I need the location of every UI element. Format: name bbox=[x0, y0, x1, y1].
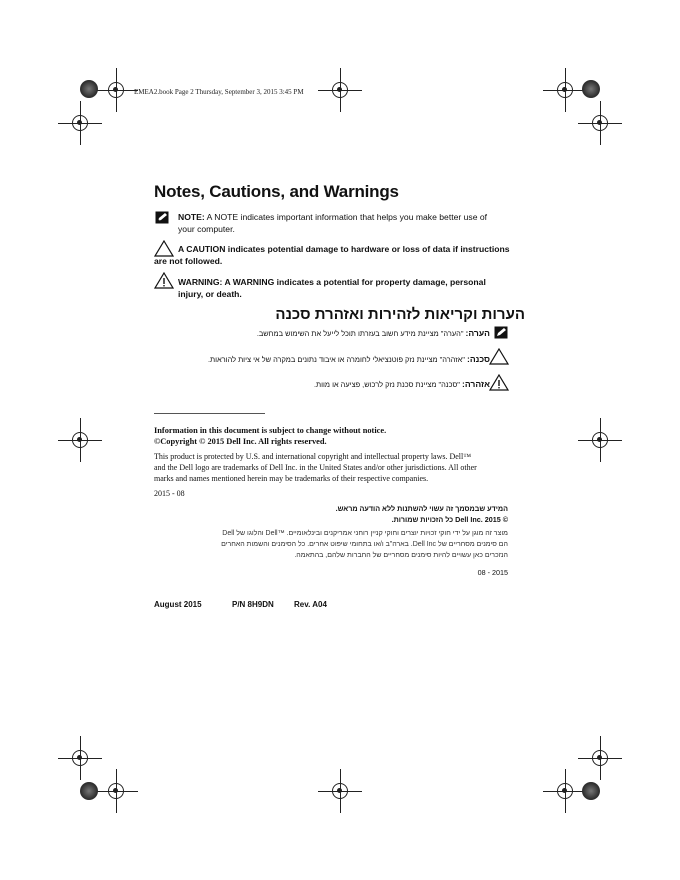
registration-disc bbox=[582, 782, 600, 800]
info-paragraph-2: and the Dell logo are trademarks of Dell Inc. in the United States and/or other jurisdictions. All other bbox=[154, 463, 477, 472]
hebrew-caution bbox=[208, 354, 490, 364]
hebrew-note-text: "הערה" מציינת מידע חשוב בעזרתו תוכל לייעל את השימוש במחשב. bbox=[256, 329, 466, 338]
hebrew-warning-label: אזהרה: bbox=[461, 379, 490, 389]
warning-triangle-icon bbox=[154, 272, 174, 289]
page-title: Notes, Cautions, and Warnings bbox=[154, 182, 399, 201]
registration-disc bbox=[582, 80, 600, 98]
info-he-line-2: © Dell Inc. 2015 כל הזכויות שמורות. bbox=[391, 515, 508, 524]
hebrew-note-label: הערה: bbox=[465, 328, 490, 338]
hebrew-note bbox=[257, 328, 490, 338]
hebrew-warning bbox=[314, 379, 490, 389]
note-text bbox=[178, 211, 518, 235]
caution-line-1: A CAUTION indicates potential damage to hardware or loss of data if instructions bbox=[178, 244, 510, 254]
hebrew-caution-label: סכנה: bbox=[466, 354, 490, 364]
warning-line-1: A WARNING indicates a potential for property damage, personal bbox=[222, 277, 486, 287]
caution-text bbox=[178, 243, 518, 255]
note-pencil-icon bbox=[155, 211, 169, 224]
info-paragraph-1: This product is protected by U.S. and international copyright and intellectual property laws. Dell™ bbox=[154, 452, 472, 461]
hebrew-warning-text: "סכנה" מציינת סכנת נזק לרכוש, פציעה או מוות. bbox=[313, 380, 462, 389]
info-he-paragraph-2: הם סימנים מסחריים של Dell Inc. בארה"ב ו/או בתחומי שיפוט אחרים. כל הסימנים והשמות האחרים bbox=[221, 541, 508, 548]
warning-text bbox=[178, 276, 518, 300]
info-paragraph-3: marks and names mentioned herein may be trademarks of their respective companies. bbox=[154, 474, 429, 483]
separator-rule bbox=[154, 413, 265, 414]
warning-label: WARNING: bbox=[178, 277, 223, 287]
info-line-2: ©Copyright © 2015 Dell Inc. All rights reserved. bbox=[154, 437, 327, 446]
info-he-date: 08 - 2015 bbox=[477, 568, 508, 577]
note-pencil-icon-he bbox=[494, 326, 508, 339]
registration-disc bbox=[80, 80, 98, 98]
warning-triangle-icon-he bbox=[489, 374, 509, 391]
hebrew-caution-text: "אזהרה" מציינת נזק פוטנציאלי לחומרה או איבוד נתונים במקרה של אי ציות להוראות. bbox=[207, 355, 467, 364]
warning-line-2: injury, or death. bbox=[178, 289, 242, 299]
note-body: A NOTE indicates important information that helps you make better use of bbox=[204, 212, 488, 222]
caution-triangle-icon-he bbox=[489, 348, 509, 365]
hebrew-title: הערות וקריאות לזהירות ואזהרת סכנה bbox=[275, 306, 525, 323]
info-he-paragraph-3: הנזכרים כאן עשויים להיות סימנים מסחריים של החברות שלהם, בהתאמה. bbox=[294, 552, 508, 559]
footer-date: August 2015 bbox=[154, 600, 202, 609]
info-date: 2015 - 08 bbox=[154, 489, 185, 498]
note-body-2: your computer. bbox=[178, 224, 235, 234]
note-label: NOTE: bbox=[178, 212, 205, 222]
info-he-paragraph-1: מוצר זה מוגן על ידי חוקי זכויות יוצרים וחוקי קניין רוחני אמריקנים ובינלאומיים. ™Dell והלוגו של Dell bbox=[222, 530, 508, 537]
footer-revision: Rev. A04 bbox=[294, 600, 327, 609]
footer-part-number: P/N 8H9DN bbox=[232, 600, 274, 609]
caution-text-2: are not followed. bbox=[154, 256, 223, 266]
info-he-line-1: המידע שבמסמך זה עשוי להשתנות ללא הודעה מראש. bbox=[335, 504, 508, 513]
running-header: EMEA2.book Page 2 Thursday, September 3, 2015 3:45 PM bbox=[134, 88, 304, 96]
info-line-1: Information in this document is subject to change without notice. bbox=[154, 426, 387, 435]
registration-disc bbox=[80, 782, 98, 800]
